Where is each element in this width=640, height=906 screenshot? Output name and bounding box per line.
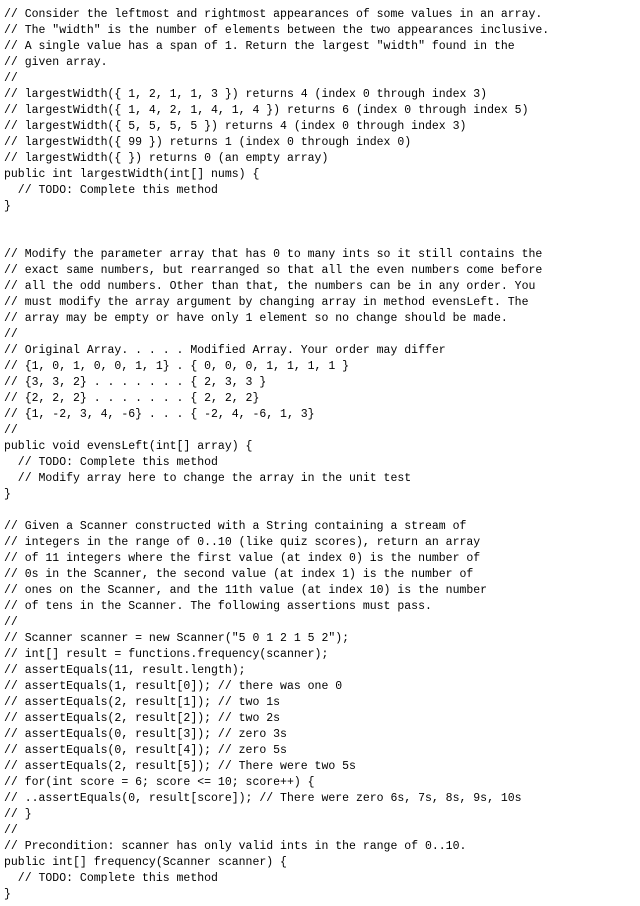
code-line: // Original Array. . . . . Modified Array. Your order may differ [4, 344, 446, 357]
code-line: } [4, 488, 11, 501]
code-line: // Precondition: scanner has only valid ints in the range of 0..10. [4, 840, 467, 853]
code-line: // Modify array here to change the array in the unit test [4, 472, 412, 485]
code-line: // of 11 integers where the first value (at index 0) is the number of [4, 552, 481, 565]
code-line: public int[] frequency(Scanner scanner) { [4, 856, 287, 869]
code-line: // must modify the array argument by changing array in method evensLeft. The [4, 296, 529, 309]
code-line: // [4, 424, 18, 437]
code-line: // ones on the Scanner, and the 11th value (at index 10) is the number [4, 584, 488, 597]
code-line: // {1, 0, 1, 0, 0, 1, 1} . { 0, 0, 0, 1, 1, 1, 1 } [4, 360, 350, 373]
code-line: // largestWidth({ 1, 4, 2, 1, 4, 1, 4 }) returns 6 (index 0 through index 5) [4, 104, 529, 117]
code-line: // {2, 2, 2} . . . . . . . { 2, 2, 2} [4, 392, 260, 405]
code-line: // [4, 328, 18, 341]
code-line: // exact same numbers, but rearranged so that all the even numbers come before [4, 264, 543, 277]
code-line: // The "width" is the number of elements between the two appearances inclusive. [4, 24, 550, 37]
code-line [4, 503, 549, 519]
code-line: } [4, 888, 11, 901]
code-line: // TODO: Complete this method [4, 184, 218, 197]
code-line: // assertEquals(2, result[2]); // two 2s [4, 712, 281, 725]
code-line: // TODO: Complete this method [4, 456, 218, 469]
code-line: // Scanner scanner = new Scanner("5 0 1 2 1 5 2"); [4, 632, 350, 645]
code-line: // TODO: Complete this method [4, 872, 218, 885]
code-line: // assertEquals(11, result.length); [4, 664, 246, 677]
code-line [4, 231, 549, 247]
code-line: // assertEquals(2, result[1]); // two 1s [4, 696, 281, 709]
code-line: // [4, 824, 18, 837]
code-line: // ..assertEquals(0, result[score]); // There were zero 6s, 7s, 8s, 9s, 10s [4, 792, 522, 805]
code-line: public int largestWidth(int[] nums) { [4, 168, 260, 181]
code-line: // assertEquals(1, result[0]); // there was one 0 [4, 680, 343, 693]
code-line: // {3, 3, 2} . . . . . . . { 2, 3, 3 } [4, 376, 267, 389]
code-line: // [4, 616, 18, 629]
code-line: // for(int score = 6; score <= 10; score++) { [4, 776, 315, 789]
code-line: // largestWidth({ }) returns 0 (an empty array) [4, 152, 329, 165]
code-line: // Given a Scanner constructed with a String containing a stream of [4, 520, 467, 533]
code-line: // assertEquals(0, result[3]); // zero 3s [4, 728, 287, 741]
code-line: // int[] result = functions.frequency(scanner); [4, 648, 329, 661]
code-line: // of tens in the Scanner. The following assertions must pass. [4, 600, 432, 613]
code-line: // {1, -2, 3, 4, -6} . . . { -2, 4, -6, 1, 3} [4, 408, 315, 421]
code-line: } [4, 200, 11, 213]
code-line: // 0s in the Scanner, the second value (at index 1) is the number of [4, 568, 474, 581]
code-line: // largestWidth({ 1, 2, 1, 1, 3 }) returns 4 (index 0 through index 3) [4, 88, 488, 101]
code-line: // all the odd numbers. Other than that, the numbers can be in any order. You [4, 280, 536, 293]
code-line: // } [4, 808, 32, 821]
code-line: // A single value has a span of 1. Return the largest "width" found in the [4, 40, 515, 53]
code-line: // array may be empty or have only 1 element so no change should be made. [4, 312, 508, 325]
code-line [4, 215, 549, 231]
code-document [4, 7, 549, 903]
code-line: // largestWidth({ 99 }) returns 1 (index 0 through index 0) [4, 136, 412, 149]
code-line: // assertEquals(2, result[5]); // There were two 5s [4, 760, 356, 773]
code-line: // assertEquals(0, result[4]); // zero 5s [4, 744, 287, 757]
code-line: // largestWidth({ 5, 5, 5, 5 }) returns 4 (index 0 through index 3) [4, 120, 467, 133]
code-line: // Modify the parameter array that has 0 to many ints so it still contains the [4, 248, 543, 261]
code-line: // given array. [4, 56, 108, 69]
code-line: // integers in the range of 0..10 (like quiz scores), return an array [4, 536, 481, 549]
code-line: // [4, 72, 18, 85]
code-line: // Consider the leftmost and rightmost appearances of some values in an array. [4, 8, 543, 21]
code-line: public void evensLeft(int[] array) { [4, 440, 253, 453]
